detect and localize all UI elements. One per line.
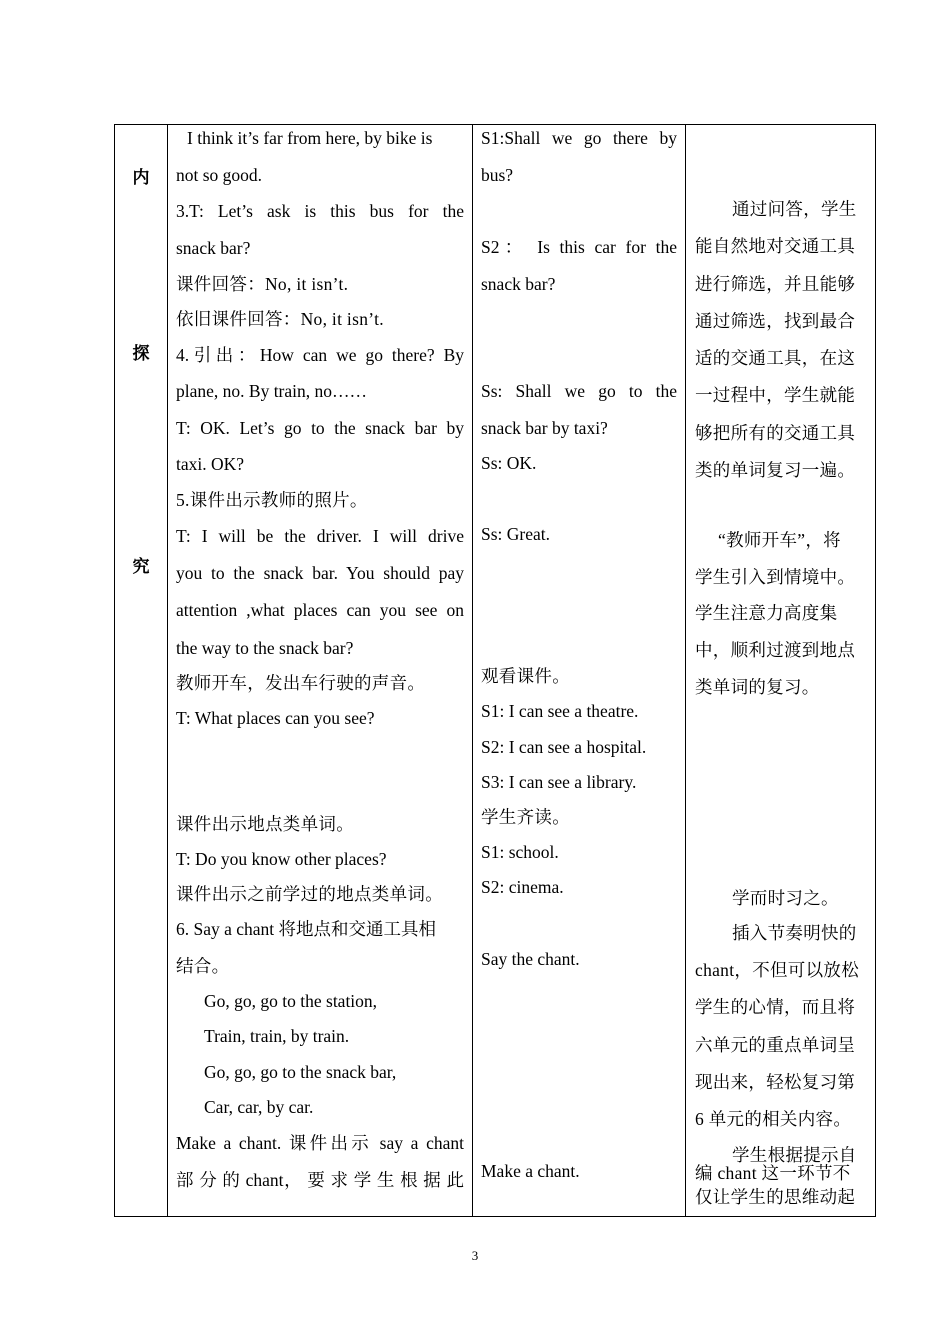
intent-line: 进行筛选，并且能够 [695,274,856,294]
teacher-activity-column [168,125,472,1216]
intent-line: 类单词的复习。 [695,677,820,697]
teacher-line: 依旧课件回答：No, it isn’t. [176,309,384,329]
student-line: S2: cinema. [481,877,564,897]
teacher-line: plane, no. By train, no…… [176,381,368,401]
lesson-plan-table [114,124,876,1217]
student-activity-column [473,125,685,1216]
intent-line: 一过程中，学生就能 [695,385,856,405]
section-label-column [115,125,167,1216]
intent-line: 学而时习之。 [732,888,839,908]
teacher-line: the way to the snack bar? [176,638,354,658]
intent-line: 学生引入到情境中。 [695,567,856,587]
teacher-line: 课件回答：No, it isn’t. [176,274,349,294]
design-intent-column [686,125,876,1216]
intent-line: 现出来，轻松复习第 [695,1072,856,1092]
student-line: S1:Shall we go there by [481,128,677,148]
intent-line: 够把所有的交通工具 [695,423,856,443]
teacher-line: 4.引出：How can we go there? By [176,345,464,365]
teacher-line: T: Do you know other places? [176,849,387,869]
intent-line: 插入节奏明快的 [732,923,857,943]
teacher-line: attention ,what places can you see on [176,600,464,620]
intent-line: 类的单词复习一遍。 [695,460,856,480]
intent-line: chant，不但可以放松 [695,960,859,980]
chant-line: Go, go, go to the snack bar, [204,1062,397,1082]
intent-line: 学生注意力高度集 [695,603,838,623]
intent-line: 学生根据提示自 [732,1145,857,1165]
intent-line: 六单元的重点单词呈 [695,1035,856,1055]
student-line: Ss: OK. [481,453,537,473]
teacher-line: T: What places can you see? [176,708,375,728]
intent-line: 仅让学生的思维动起 [695,1187,856,1207]
teacher-line: T: I will be the driver. I will drive [176,526,464,546]
teacher-line: 结合。 [176,956,230,976]
teacher-line: snack bar? [176,238,251,258]
chant-line: Train, train, by train. [204,1026,350,1046]
intent-line: 学生的心情，而且将 [695,997,856,1017]
section-label-char: 探 [132,344,150,363]
intent-line: 通过筛选，找到最合 [695,311,856,331]
teacher-line: 课件出示之前学过的地点类单词。 [176,884,443,904]
page-number: 3 [471,1248,479,1263]
section-label-char: 内 [132,168,150,187]
teacher-line: not so good. [176,165,263,185]
student-line: Say the chant. [481,949,580,969]
student-line: S2: I can see a hospital. [481,737,647,757]
intent-line: 中，顺利过渡到地点 [695,640,856,660]
student-line: S1: I can see a theatre. [481,701,639,721]
student-line: Make a chant. [481,1161,580,1181]
teacher-line: T: OK. Let’s go to the snack bar by [176,418,464,438]
student-line: 观看课件。 [481,666,570,686]
student-line: Ss: Shall we go to the [481,381,677,401]
student-line: S2： Is this car for the [481,237,677,257]
teacher-line: 3.T: Let’s ask is this bus for the [176,201,464,221]
student-line: snack bar by taxi? [481,418,608,438]
teacher-line: I think it’s far from here, by bike is [187,128,433,148]
student-line: bus? [481,165,514,185]
intent-line: 适的交通工具，在这 [695,348,856,368]
teacher-line: taxi. OK? [176,454,245,474]
intent-line: 通过问答，学生 [732,199,857,219]
chant-line: Go, go, go to the station, [204,991,378,1011]
intent-line: 6 单元的相关内容。 [695,1109,852,1129]
intent-line: 能自然地对交通工具 [695,236,856,256]
student-line: Ss: Great. [481,524,551,544]
student-line: S3: I can see a library. [481,772,637,792]
teacher-line: Make a chant. 课件出示 say a chant [176,1133,464,1153]
teacher-line: 部 分 的 chant， 要 求 学 生 根 据 此 [176,1170,464,1190]
teacher-line: 教师开车，发出车行驶的声音。 [176,673,426,693]
section-label-char: 究 [132,557,150,576]
student-line: snack bar? [481,274,556,294]
intent-line: “教师开车”，将 [718,530,841,550]
teacher-line: you to the snack bar. You should pay [176,563,464,583]
teacher-line: 5.课件出示教师的照片。 [176,490,368,510]
chant-line: Car, car, by car. [204,1097,314,1117]
intent-line: 编 chant 这一环节不 [695,1163,851,1183]
student-line: 学生齐读。 [481,807,570,827]
teacher-line: 6. Say a chant 将地点和交通工具相 [176,919,437,939]
student-line: S1: school. [481,842,559,862]
teacher-line: 课件出示地点类单词。 [176,814,354,834]
